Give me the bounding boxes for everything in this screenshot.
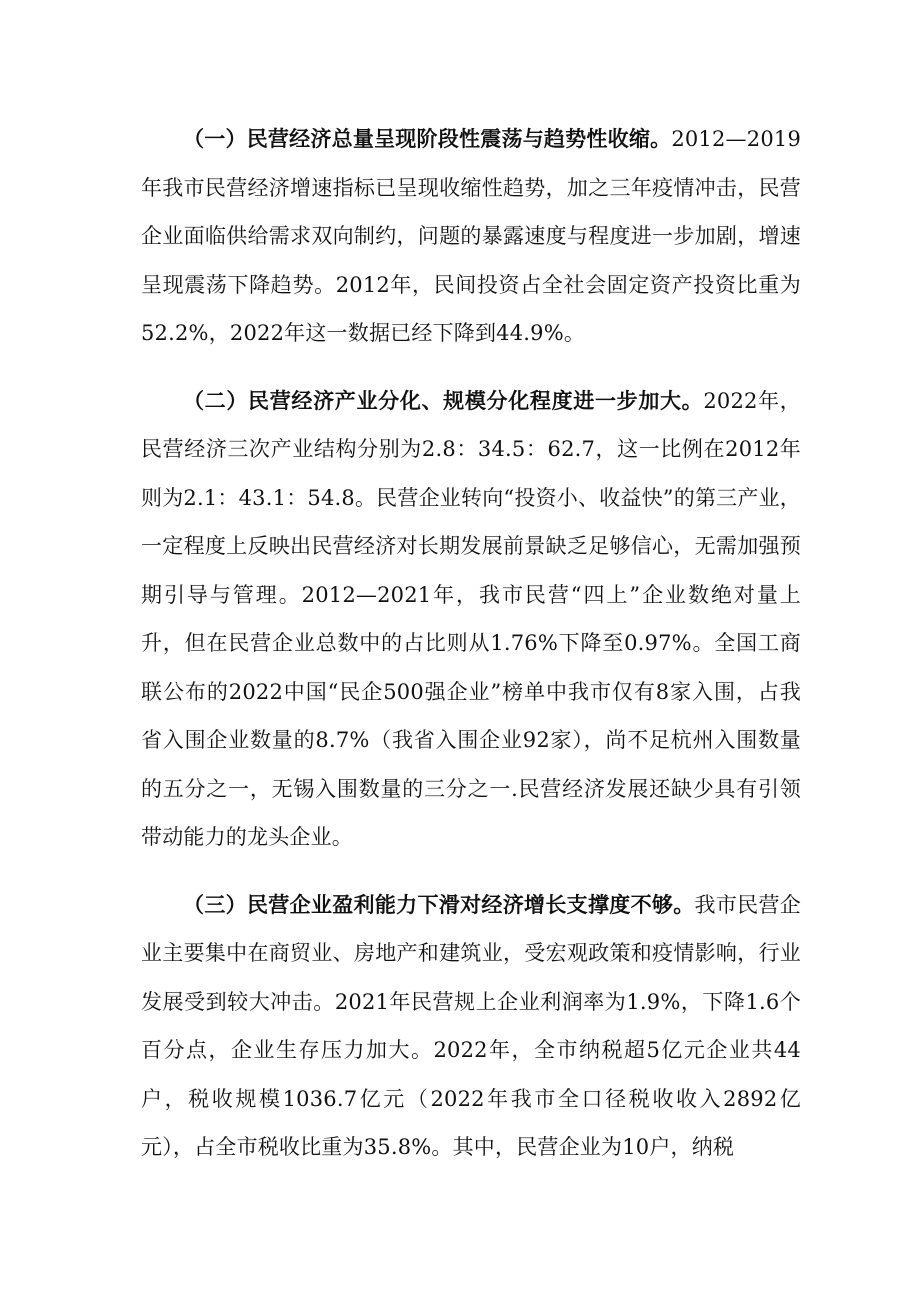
paragraph-3-heading: （三）民营企业盈利能力下滑对经济增长支撑度不够。 [183,891,695,917]
paragraph-2 [141,377,801,862]
paragraph-2-heading: （二）民营经济产业分化、规模分化程度进一步加大。 [183,387,704,413]
document-page [141,115,801,1172]
paragraph-1 [141,115,801,358]
paragraph-2-body: 2022年，民营经济三次产业结构分别为2.8：34.5：62.7，这一比例在2012年则为2.1：43.1：54.8。民营企业转向“投资小、收益快”的第三产业，一定程度上反映出民营经济对长期发展前景缺乏足够信心，无需加强预期引导与管理。2012—2021年，我市民营“四上”企业数绝对量上升，但在民营企业总数中的占比则从1.76%下降至0.97%。全国工商联公布的2022中国“民企500强企业”榜单中我市仅有8家入围，占我省入围企业数量的8.7%（我省入围企业92家），尚不足杭州入围数量的五分之一，无锡入围数量的三分之一.民营经济发展还缺少具有引领带动能力的龙头企业。 [141,388,801,849]
paragraph-3-body: 我市民营企业主要集中在商贸业、房地产和建筑业，受宏观政策和疫情影响，行业发展受到较大冲击。2021年民营规上企业利润率为1.9%，下降1.6个百分点，企业生存压力加大。2022年，全市纳税超5亿元企业共44户，税收规模1036.7亿元（2022年我市全口径税收收入2892亿元），占全市税收比重为35.8%。其中，民营企业为10户，纳税 [141,892,801,1159]
paragraph-1-heading: （一）民营经济总量呈现阶段性震荡与趋势性收缩。 [183,126,672,151]
paragraph-1-body: 2012—2019年我市民营经济增速指标已呈现收缩性趋势，加之三年疫情冲击，民营企业面临供给需求双向制约，问题的暴露速度与程度进一步加剧，增速呈现震荡下降趋势。2012年，民间投资占全社会固定资产投资比重为52.2%，2022年这一数据已经下降到44.9%。 [141,127,801,345]
paragraph-3 [141,881,801,1172]
